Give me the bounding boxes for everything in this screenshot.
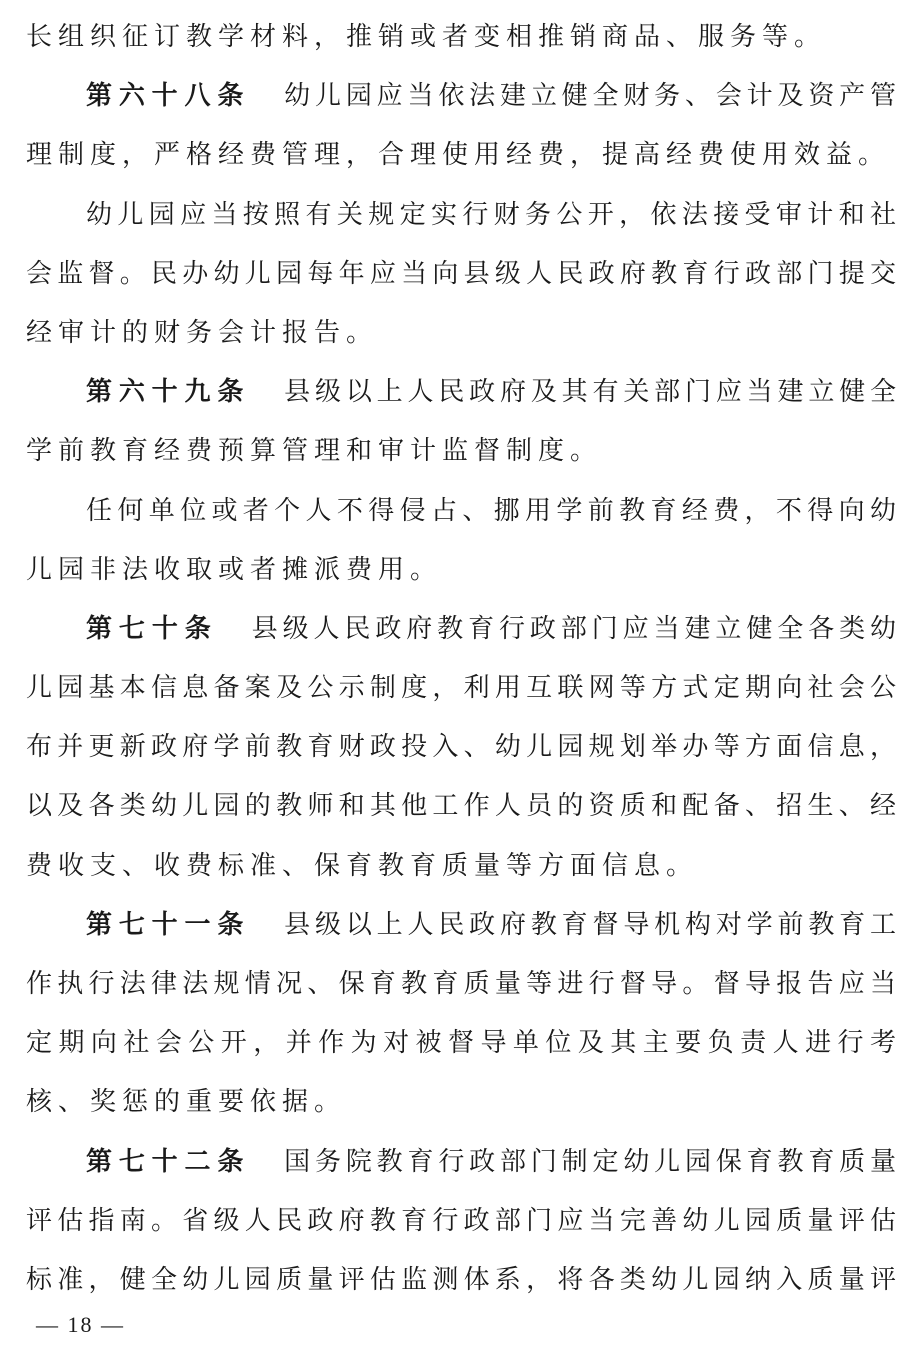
article-70-line: 第七十条 县级人民政府教育行政部门应当建立健全各类幼 [86,613,896,644]
text-line: 定期向社会公开，并作为对被督导单位及其主要负责人进行考 [26,1028,896,1059]
article-68-line: 第六十八条 幼儿园应当依法建立健全财务、会计及资产管 [86,81,896,112]
text-line: 学前教育经费预算管理和审计监督制度。 [26,436,603,467]
article-72-line: 第七十二条 国务院教育行政部门制定幼儿园保育教育质量 [86,1146,896,1177]
text-line: 儿园基本信息备案及公示制度，利用互联网等方式定期向社会公 [26,673,896,704]
text-line: 理制度，严格经费管理，合理使用经费，提高经费使用效益。 [26,140,891,171]
text-line: 费收支、收费标准、保育教育质量等方面信息。 [26,850,699,881]
article-heading: 第六十九条 [86,377,251,408]
text-line: 核、奖惩的重要依据。 [26,1087,347,1118]
text-line: 作执行法律法规情况、保育教育质量等进行督导。督导报告应当 [26,969,896,999]
article-69-line: 第六十九条 县级以上人民政府及其有关部门应当建立健全 [86,377,896,408]
article-heading: 第七十条 [86,613,218,644]
body-text [26,8,896,1310]
text-line: 长组织征订教学材料，推销或者变相推销商品、服务等。 [26,22,827,52]
article-heading: 第六十八条 [86,81,251,112]
text-line: 评估指南。省级人民政府教育行政部门应当完善幼儿园质量评估 [26,1205,896,1236]
article-heading: 第七十二条 [86,1146,251,1177]
text-line: 经审计的财务会计报告。 [26,317,379,348]
page-number: — 18 — [36,1312,125,1337]
article-heading: 第七十一条 [86,909,251,940]
text-line: 标准，健全幼儿园质量评估监测体系，将各类幼儿园纳入质量评 [26,1264,896,1295]
text-line: 儿园非法收取或者摊派费用。 [26,554,443,585]
article-71-line: 第七十一条 县级以上人民政府教育督导机构对学前教育工 [86,909,896,940]
text-line: 幼儿园应当按照有关规定实行财务公开，依法接受审计和社 [86,199,896,230]
text-line: 任何单位或者个人不得侵占、挪用学前教育经费，不得向幼 [86,495,896,526]
text-line: 布并更新政府学前教育财政投入、幼儿园规划举办等方面信息， [26,732,896,763]
text-line: 以及各类幼儿园的教师和其他工作人员的资质和配备、招生、经 [26,791,896,822]
text-line: 会监督。民办幼儿园每年应当向县级人民政府教育行政部门提交 [26,258,896,289]
